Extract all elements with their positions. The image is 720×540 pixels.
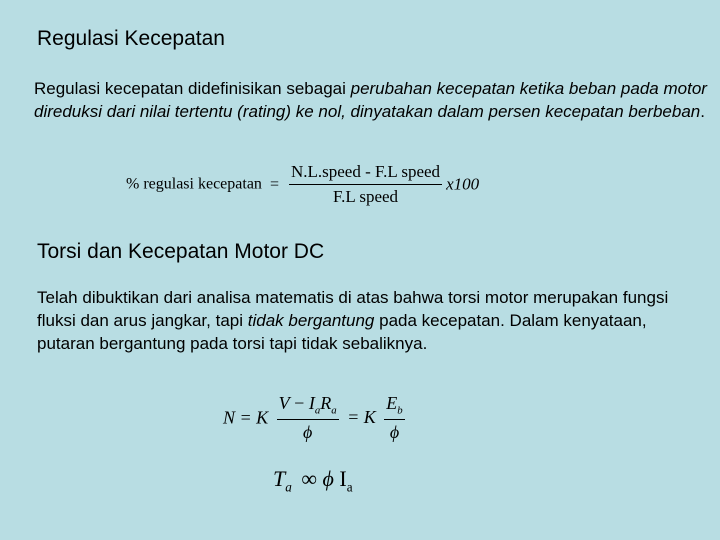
formula-regulasi-denominator: F.L speed — [332, 187, 399, 206]
formula-speed — [223, 393, 405, 443]
paragraph-torsi-italic: tidak bergantung — [247, 311, 375, 330]
formula-torque-t-sub: a — [285, 479, 292, 495]
formula-speed-denominator-1: ϕ — [302, 421, 313, 442]
formula-speed-mid: = K — [347, 407, 376, 428]
paragraph-torsi-text: Telah dibuktikan dari analisa matematis di atas bahwa torsi motor merupakan fungsi fluksi dan arus jangkar, tapi — [37, 288, 669, 330]
section-title-torsi: Torsi dan Kecepatan Motor DC — [37, 240, 325, 263]
formula-speed-r: R — [320, 393, 332, 413]
formula-speed-lhs: N = K — [223, 407, 269, 428]
formula-torque-i-sub: a — [346, 479, 353, 495]
formula-torque-phi: ϕ — [322, 466, 334, 491]
formula-speed-numerator-2 — [384, 393, 404, 420]
paragraph-regulasi — [34, 77, 720, 123]
formula-regulasi — [126, 162, 479, 207]
formula-speed-numerator-1 — [277, 393, 339, 420]
paragraph-regulasi-end: . — [700, 102, 705, 121]
formula-regulasi-equals: = — [269, 175, 279, 193]
formula-speed-fraction-2 — [384, 393, 404, 443]
formula-regulasi-numerator: N.L.speed - F.L speed — [289, 162, 442, 185]
formula-regulasi-multiplier: x100 — [446, 174, 480, 194]
formula-torque-proportional: ∞ — [301, 466, 318, 491]
formula-regulasi-lhs: % regulasi kecepatan — [126, 175, 262, 193]
formula-speed-i-sub: a — [314, 404, 321, 417]
formula-regulasi-fraction — [289, 162, 442, 207]
formula-speed-e: E — [386, 393, 398, 413]
paragraph-regulasi-text: Regulasi kecepatan didefinisikan sebagai — [34, 79, 351, 98]
formula-speed-i: I — [308, 393, 315, 413]
formula-speed-fraction-1 — [277, 393, 339, 443]
formula-speed-denominator-2: ϕ — [389, 421, 400, 442]
paragraph-torsi-end: pada kecepatan. Dalam kenyataan, putaran bergantung pada torsi tapi tidak sebaliknya. — [37, 311, 647, 353]
paragraph-torsi — [37, 286, 697, 355]
formula-speed-e-sub: b — [397, 404, 403, 417]
formula-torque-t: T — [273, 466, 286, 491]
formula-speed-r-sub: a — [331, 404, 337, 417]
section-title-regulasi: Regulasi Kecepatan — [37, 27, 225, 50]
formula-torque-i: I — [339, 466, 347, 491]
formula-speed-v: V — [278, 393, 290, 413]
paragraph-regulasi-italic: perubahan kecepatan ketika beban pada motor direduksi dari nilai tertentu (rating) ke nol, dinyatakan dalam persen kecepatan berbeban — [34, 79, 707, 121]
formula-torque — [273, 466, 353, 495]
formula-speed-minus: − — [289, 393, 309, 413]
